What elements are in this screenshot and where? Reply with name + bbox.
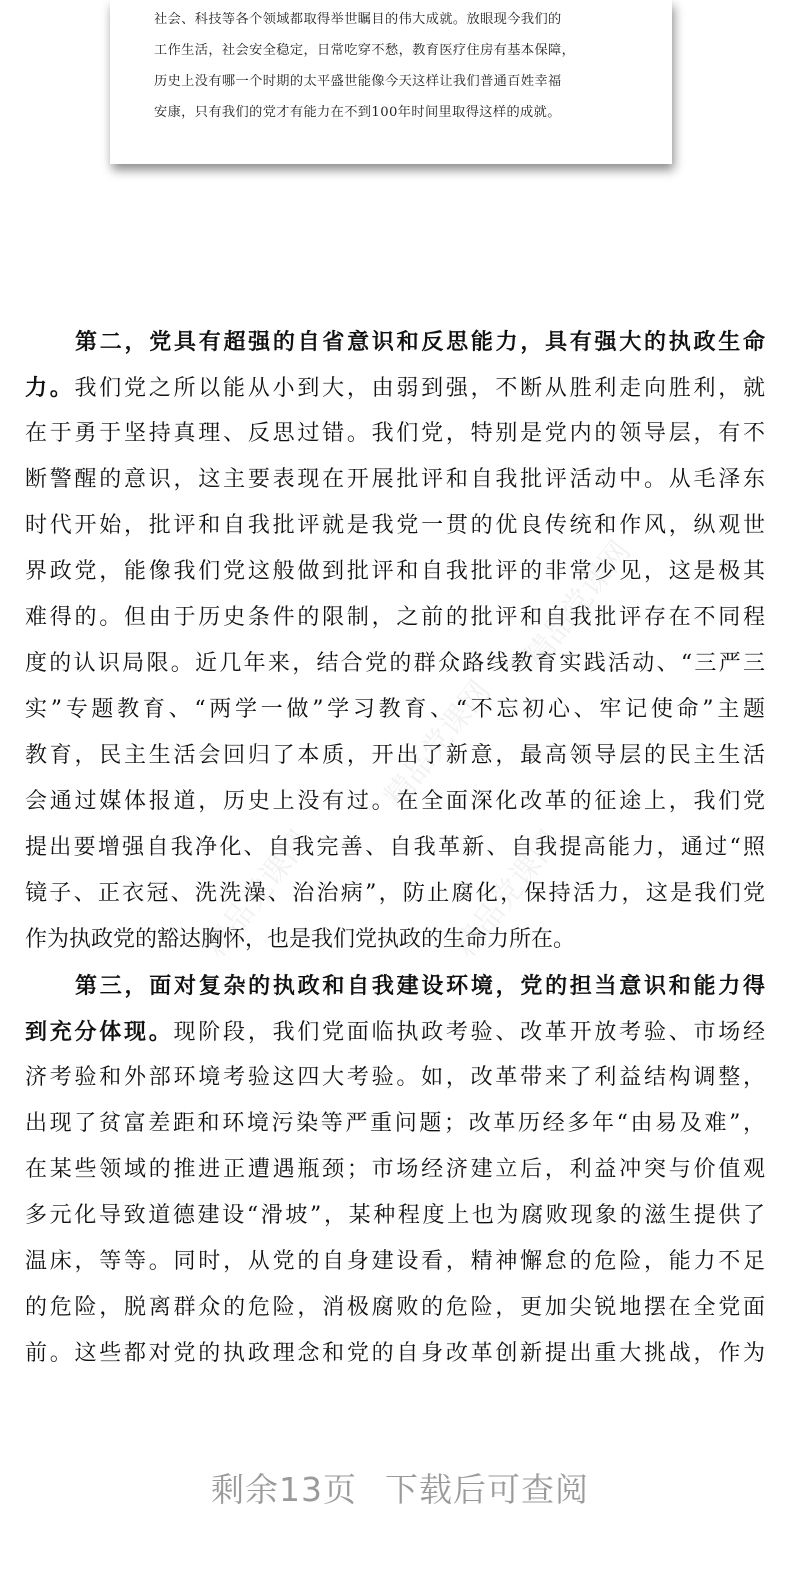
remaining-pages-label: 剩余13页 xyxy=(211,1470,357,1509)
paragraph-line: 时代开始，批评和自我批评就是我党一贯的优良传统和作风，纵观世 xyxy=(25,513,765,538)
paragraph-line: 出现了贫富差距和环境污染等严重问题；改革历经多年“由易及难”， xyxy=(25,1111,765,1136)
paragraph-line: 难得的。但由于历史条件的限制，之前的批评和自我批评存在不同程 xyxy=(25,605,765,630)
download-prompt[interactable] xyxy=(0,1464,800,1511)
paragraph-heading: 第三，面对复杂的执政和自我建设环境，党的担当意识和能力得 xyxy=(75,973,765,999)
paragraph-line: 济考验和外部环境考验这四大考验。如，改革带来了利益结构调整， xyxy=(25,1065,765,1090)
paragraph-line: 作为执政党的豁达胸怀，也是我们党执政的生命力所在。 xyxy=(25,927,576,952)
quote-line: 安康，只有我们的党才有能力在不到100年时间里取得这样的成就。 xyxy=(154,105,561,120)
paragraph-line: 镜子、正衣冠、洗洗澡、治治病”，防止腐化，保持活力，这是我们党 xyxy=(25,881,765,906)
paragraph-line: 多元化导致道德建设“滑坡”，某种程度上也为腐败现象的滋生提供了 xyxy=(25,1203,765,1228)
watermark: 精品党课网 xyxy=(517,534,638,675)
paragraph-text: 我们党之所以能从小到大，由弱到强，不断从胜利走向胜利，就 xyxy=(74,376,765,401)
heading-tail: 到充分体现。 xyxy=(25,1019,174,1045)
watermark: 精品党课网 xyxy=(447,824,568,965)
paragraph-line: 提出要增强自我净化、自我完善、自我革新、自我提高能力，通过“照 xyxy=(25,835,765,860)
paragraph-line: 会通过媒体报道，历史上没有过。在全面深化改革的征途上，我们党 xyxy=(25,789,765,814)
quote-line: 工作生活，社会安全稳定，日常吃穿不愁，教育医疗住房有基本保障， xyxy=(154,43,576,58)
paragraph-line: 断警醒的意识，这主要表现在开展批评和自我批评活动中。从毛泽东 xyxy=(25,467,765,492)
paragraph-line: 度的认识局限。近几年来，结合党的群众路线教育实践活动、“三严三 xyxy=(25,651,765,676)
paragraph-line: 温床，等等。同时，从党的自身建设看，精神懈怠的危险，能力不足 xyxy=(25,1249,765,1274)
paragraph-text: 现阶段，我们党面临执政考验、改革开放考验、市场经 xyxy=(173,1020,765,1045)
watermark: 精品党课网 xyxy=(197,824,318,965)
watermark: 精品党课网 xyxy=(377,674,498,815)
quote-line: 社会、科技等各个领域都取得举世瞩目的伟大成就。放眼现今我们的 xyxy=(154,12,562,27)
paragraph-line xyxy=(25,372,765,404)
quote-card xyxy=(110,0,672,164)
paragraph-line: 教育，民主生活会回归了本质，开出了新意，最高领导层的民主生活 xyxy=(25,743,765,768)
paragraph-line: 界政党，能像我们党这般做到批评和自我批评的非常少见，这是极其 xyxy=(25,559,765,584)
quote-line: 历史上没有哪一个时期的太平盛世能像今天这样让我们普通百姓幸福 xyxy=(154,74,562,89)
paragraph-line xyxy=(25,1016,765,1048)
download-to-view-label: 下载后可查阅 xyxy=(385,1470,589,1509)
paragraph-line: 在某些领域的推进正遭遇瓶颈；市场经济建立后，利益冲突与价值观 xyxy=(25,1157,765,1182)
paragraph-line: 在于勇于坚持真理、反思过错。我们党，特别是党内的领导层，有不 xyxy=(25,421,765,446)
paragraph-line: 实”专题教育、“两学一做”学习教育、“不忘初心、牢记使命”主题 xyxy=(25,697,765,722)
heading-tail: 力。 xyxy=(25,375,75,401)
paragraph-heading: 第二，党具有超强的自省意识和反思能力，具有强大的执政生命 xyxy=(75,329,765,355)
paragraph-line: 的危险，脱离群众的危险，消极腐败的危险，更加尖锐地摆在全党面 xyxy=(25,1295,765,1320)
paragraph-line: 前。这些都对党的执政理念和党的自身改革创新提出重大挑战，作为 xyxy=(25,1341,765,1366)
